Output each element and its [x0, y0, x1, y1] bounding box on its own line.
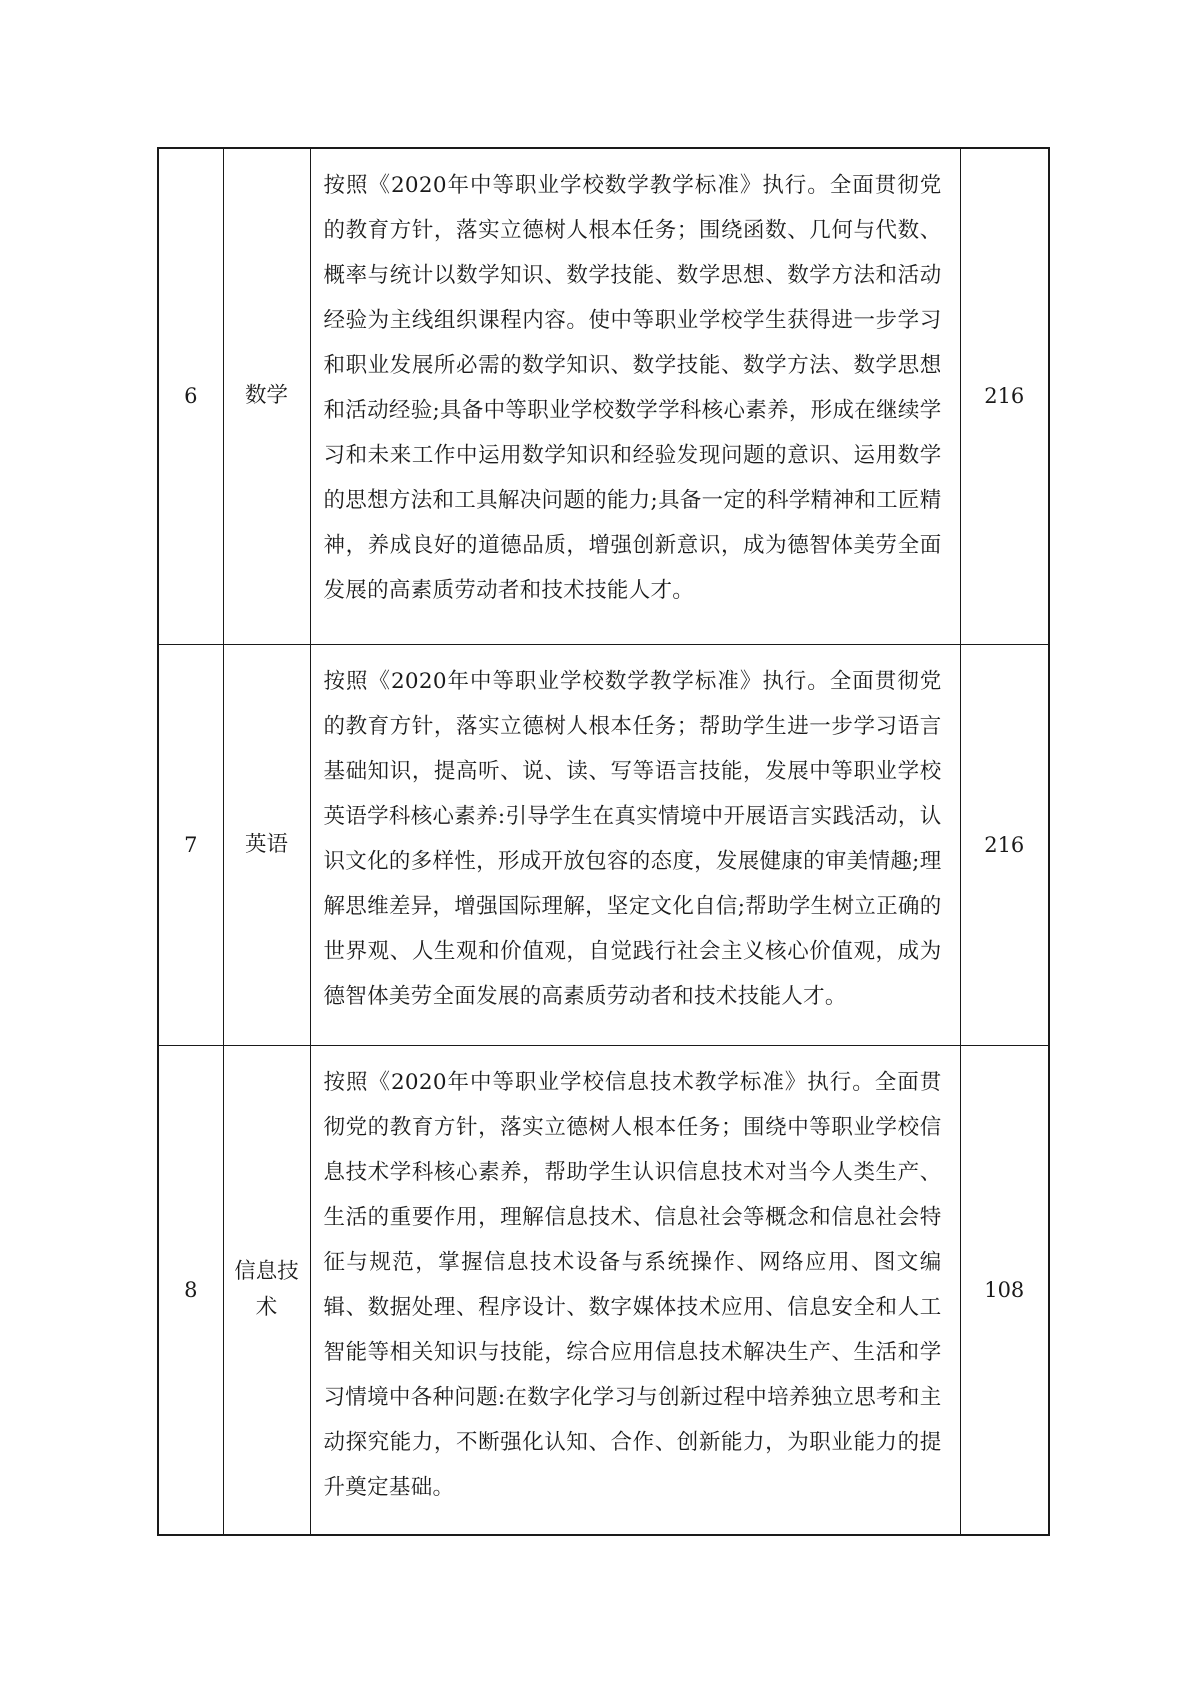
table-row — [158, 148, 1049, 644]
table-row — [158, 644, 1049, 1045]
course-hours-cell — [960, 1045, 1049, 1535]
course-description: 按照《2020年中等职业学校信息技术教学标准》执行。全面贯彻党的教育方针，落实立德树人根本任务；围绕中等职业学校信息技术学科核心素养，帮助学生认识信息技术对当今人类生产、生活的重要作用，理解信息技术、信息社会等概念和信息社会特征与规范，掌握信息技术设备与系统操作、网络应用、图文编辑、数据处理、程序设计、数字媒体技术应用、信息安全和人工智能等相关知识与技能，综合应用信息技术解决生产、生活和学习情境中各种问题:在数字化学习与创新过程中培养独立思考和主动探究能力，不断强化认知、合作、创新能力，为职业能力的提升奠定基础。 — [323, 1069, 942, 1500]
course-hours-cell — [960, 148, 1049, 644]
row-index-cell — [158, 1045, 223, 1535]
course-name-cell — [223, 644, 310, 1045]
course-name: 英语 — [244, 831, 288, 857]
course-name: 信息技术 — [234, 1258, 299, 1320]
course-description-cell — [310, 148, 960, 644]
course-hours: 108 — [984, 1277, 1025, 1302]
row-index: 8 — [184, 1277, 198, 1302]
course-hours: 216 — [984, 384, 1025, 409]
row-index-cell — [158, 644, 223, 1045]
course-description-cell — [310, 1045, 960, 1535]
course-table — [157, 147, 1050, 1536]
row-index: 6 — [184, 384, 198, 409]
row-index-cell — [158, 148, 223, 644]
course-name-cell — [223, 148, 310, 644]
table-row — [158, 1045, 1049, 1535]
course-description: 按照《2020年中等职业学校数学教学标准》执行。全面贯彻党的教育方针，落实立德树人根本任务；围绕函数、几何与代数、概率与统计以数学知识、数学技能、数学思想、数学方法和活动经验为主线组织课程内容。使中等职业学校学生获得进一步学习和职业发展所必需的数学知识、数学技能、数学方法、数学思想和活动经验;具备中等职业学校数学学科核心素养，形成在继续学习和未来工作中运用数学知识和经验发现问题的意识、运用数学的思想方法和工具解决问题的能力;具备一定的科学精神和工匠精神，养成良好的道德品质，增强创新意识，成为德智体美劳全面发展的高素质劳动者和技术技能人才。 — [323, 173, 942, 603]
course-name-cell — [223, 1045, 310, 1535]
course-description: 按照《2020年中等职业学校数学教学标准》执行。全面贯彻党的教育方针，落实立德树人根本任务；帮助学生进一步学习语言基础知识，提高听、说、读、写等语言技能，发展中等职业学校英语学科核心素养:引导学生在真实情境中开展语言实践活动，认识文化的多样性，形成开放包容的态度，发展健康的审美情趣;理解思维差异，增强国际理解，坚定文化自信;帮助学生树立正确的世界观、人生观和价值观，自觉践行社会主义核心价值观，成为德智体美劳全面发展的高素质劳动者和技术技能人才。 — [323, 668, 942, 1009]
course-description-cell — [310, 644, 960, 1045]
course-hours-cell — [960, 644, 1049, 1045]
row-index: 7 — [184, 832, 198, 857]
course-name: 数学 — [244, 383, 288, 409]
course-hours: 216 — [984, 832, 1025, 857]
